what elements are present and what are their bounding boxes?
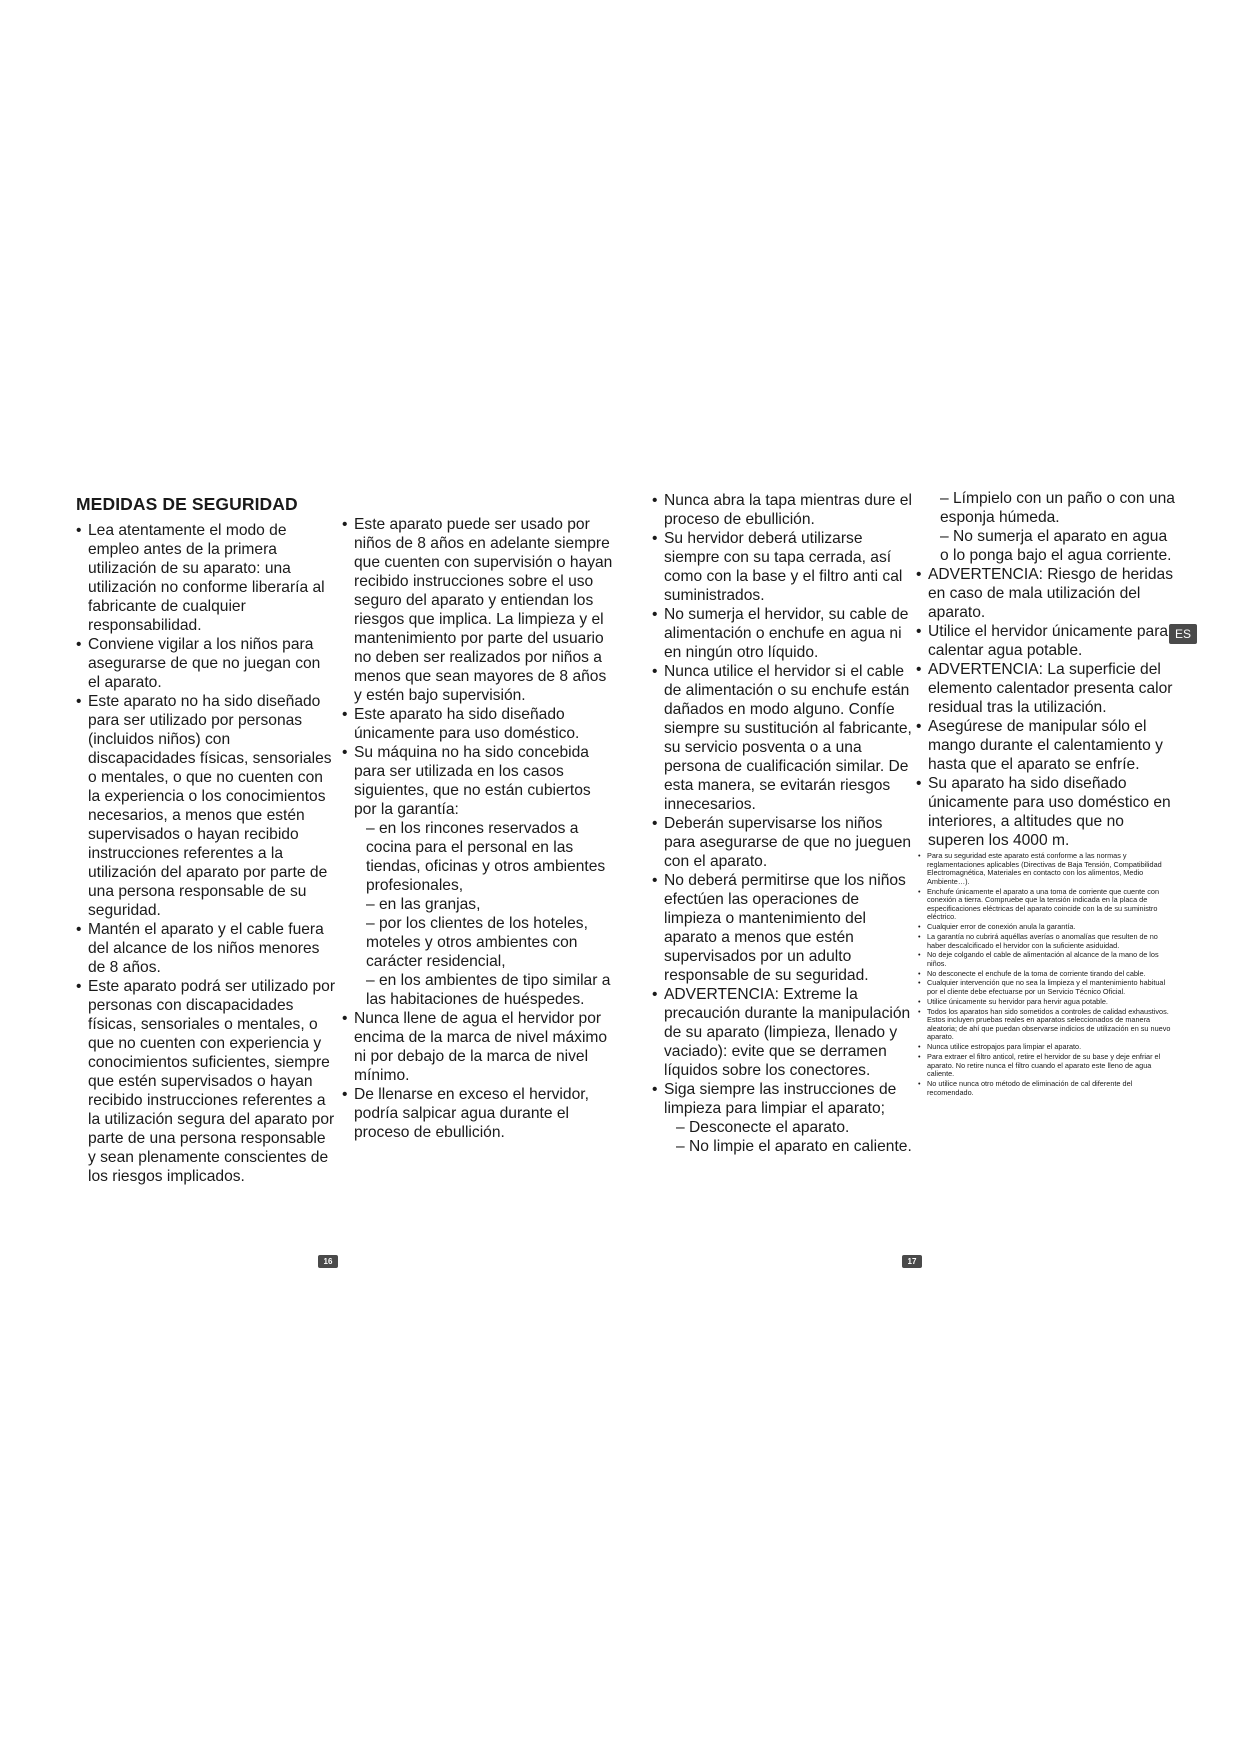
list-item: • Mantén el aparato y el cable fuera del alcance de los niños menores de 8 años.	[76, 920, 336, 977]
sub-list-item: – en los ambientes de tipo similar a las habitaciones de huéspedes.	[366, 972, 611, 1008]
small-list-item: • Para extraer el filtro anticol, retire el hervidor de su base y deje enfriar el aparato. No retire nunca el filtro cuando el aparato este lleno de agua caliente.	[916, 1053, 1176, 1079]
list-item	[342, 743, 614, 1009]
small-list-item: • Cualquier error de conexión anula la garantía.	[916, 923, 1176, 932]
list-item: • Conviene vigilar a los niños para asegurarse de que no juegan con el aparato.	[76, 635, 336, 692]
small-list-item: • Enchufe únicamente el aparato a una toma de corriente que cuente con conexión a tierra. Compruebe que la tensión indicada en la placa de especificaciones eléctricas del aparato coincide con la de su suministro eléctrico.	[916, 888, 1176, 922]
small-list-item: • No desconecte el enchufe de la toma de corriente tirando del cable.	[916, 970, 1176, 979]
continuation-line: – No sumerja el aparato en agua o lo ponga bajo el agua corriente.	[940, 528, 1172, 564]
sub-list	[354, 819, 614, 1009]
small-list-item: • Nunca utilice estropajos para limpiar el aparato.	[916, 1043, 1176, 1052]
list-item: • ADVERTENCIA: La superficie del elemento calentador presenta calor residual tras la utilización.	[916, 660, 1176, 717]
page-title: MEDIDAS DE SEGURIDAD	[76, 494, 298, 514]
list-item: • No deberá permitirse que los niños efectúen las operaciones de limpieza o mantenimiento del aparato a menos que estén supervisados por un adulto responsable de su seguridad.	[652, 871, 914, 985]
sub-list-item: – Desconecte el aparato.	[676, 1119, 850, 1136]
list-item: • Este aparato no ha sido diseñado para ser utilizado por personas (incluidos niños) con discapacidades físicas, sensoriales o mentales, o que no cuenten con la experiencia o los conocimientos necesarios, a menos que estén supervisados o hayan recibido instrucciones referentes a la utilización del aparato por parte de una persona responsable de su seguridad.	[76, 692, 336, 920]
list-item: • Nunca llene de agua el hervidor por encima de la marca de nivel máximo ni por debajo de la marca de nivel mínimo.	[342, 1009, 614, 1085]
small-print-list	[916, 852, 1176, 1097]
column-4	[916, 489, 1176, 1098]
safety-list-col4	[916, 565, 1176, 850]
list-item: • Lea atentamente el modo de empleo antes de la primera utilización de su aparato: una utilización no conforme liberaría al fabricante de cualquier responsabilidad.	[76, 521, 336, 635]
list-item-text: Siga siempre las instrucciones de limpieza para limpiar el aparato;	[664, 1081, 897, 1117]
column-1	[76, 488, 336, 1186]
small-list-item: • Todos los aparatos han sido sometidos a controles de calidad exhaustivos. Estos incluyen pruebas reales en aparatos seleccionados de manera aleatoria; de ahí que puedan observarse indicios de utilización en su nuevo aparato.	[916, 1008, 1176, 1042]
small-list-item: • Para su seguridad este aparato está conforme a las normas y reglamentaciones aplicables (Directivas de Baja Tensión, Compatibilidad Electromagnética, Materiales en contacto con los alimentos, Medio Ambiente…).	[916, 852, 1176, 886]
list-item: • ADVERTENCIA: Riesgo de heridas en caso de mala utilización del aparato.	[916, 565, 1176, 622]
page-number-16: 16	[318, 1255, 338, 1268]
list-item: • ADVERTENCIA: Extreme la precaución durante la manipulación de su aparato (limpieza, llenado y vaciado): evite que se derramen líquidos sobre los conectores.	[652, 985, 914, 1080]
small-list-item: • No utilice nunca otro método de eliminación de cal diferente del recomendado.	[916, 1080, 1176, 1097]
column-3	[652, 491, 914, 1156]
safety-list-col2	[342, 515, 614, 1142]
list-item: • De llenarse en exceso el hervidor, podría salpicar agua durante el proceso de ebullición.	[342, 1085, 614, 1142]
list-item: • Este aparato puede ser usado por niños de 8 años en adelante siempre que cuenten con supervisión o hayan recibido instrucciones sobre el uso seguro del aparato y entiendan los riesgos que implica. La limpieza y el mantenimiento por parte del usuario no deben ser realizados por niños a menos que sean mayores de 8 años y estén bajo supervisión.	[342, 515, 614, 705]
list-item: • No sumerja el hervidor, su cable de alimentación o enchufe en agua ni en ningún otro líquido.	[652, 605, 914, 662]
sub-list-item: – en las granjas,	[366, 896, 481, 913]
sub-list-item: – por los clientes de los hoteles, moteles y otros ambientes con carácter residencial,	[366, 915, 588, 970]
page-number-17: 17	[902, 1255, 922, 1268]
sub-list-item: – en los rincones reservados a cocina para el personal en las tiendas, oficinas y otros ambientes profesionales,	[366, 820, 606, 894]
language-tab: ES	[1169, 624, 1197, 644]
sub-list-item: – No limpie el aparato en caliente.	[676, 1138, 912, 1155]
sub-list	[664, 1118, 914, 1156]
small-list-item: • No deje colgando el cable de alimentación al alcance de la mano de los niños.	[916, 951, 1176, 968]
list-item: • Asegúrese de manipular sólo el mango durante el calentamiento y hasta que el aparato se enfríe.	[916, 717, 1176, 774]
list-item: • Su hervidor deberá utilizarse siempre con su tapa cerrada, así como con la base y el filtro anti cal suministrados.	[652, 529, 914, 605]
list-item: • Este aparato ha sido diseñado únicamente para uso doméstico.	[342, 705, 614, 743]
list-item: • Su aparato ha sido diseñado únicamente para uso doméstico en interiores, a altitudes que no superen los 4000 m.	[916, 774, 1176, 850]
list-item: • Utilice el hervidor únicamente para calentar agua potable.	[916, 622, 1176, 660]
list-item	[652, 1080, 914, 1156]
small-list-item: • Utilice únicamente su hervidor para hervir agua potable.	[916, 998, 1176, 1007]
safety-list-col3	[652, 491, 914, 1156]
continuation-block	[916, 489, 1176, 565]
list-item: • Nunca utilice el hervidor si el cable de alimentación o su enchufe están dañados en modo alguno. Confíe siempre su sustitución al fabricante, su servicio posventa o a una persona de cualificación similar. De esta manera, se evitarán riesgos innecesarios.	[652, 662, 914, 814]
list-item: • Deberán supervisarse los niños para asegurarse de que no jueguen con el aparato.	[652, 814, 914, 871]
small-list-item: • La garantía no cubrirá aquéllas averías o anomalías que resulten de no haber descalcificado el hervidor con la suficiente asiduidad.	[916, 933, 1176, 950]
list-item: • Este aparato podrá ser utilizado por personas con discapacidades físicas, sensoriales o mentales, o que no cuenten con experiencia y conocimientos suficientes, siempre que estén supervisados o hayan recibido instrucciones referentes a la utilización segura del aparato por parte de una persona responsable y sean plenamente conscientes de los riesgos implicados.	[76, 977, 336, 1186]
small-list-item: • Cualquier intervención que no sea la limpieza y el mantenimiento habitual por el cliente debe efectuarse por un Servicio Técnico Oficial.	[916, 979, 1176, 996]
continuation-line: – Límpielo con un paño o con una esponja húmeda.	[940, 490, 1175, 526]
list-item-text: Su máquina no ha sido concebida para ser utilizada en los casos siguientes, que no están cubiertos por la garantía:	[354, 744, 591, 818]
list-item: • Nunca abra la tapa mientras dure el proceso de ebullición.	[652, 491, 914, 529]
column-2	[342, 515, 614, 1142]
safety-list-col1	[76, 521, 336, 1186]
